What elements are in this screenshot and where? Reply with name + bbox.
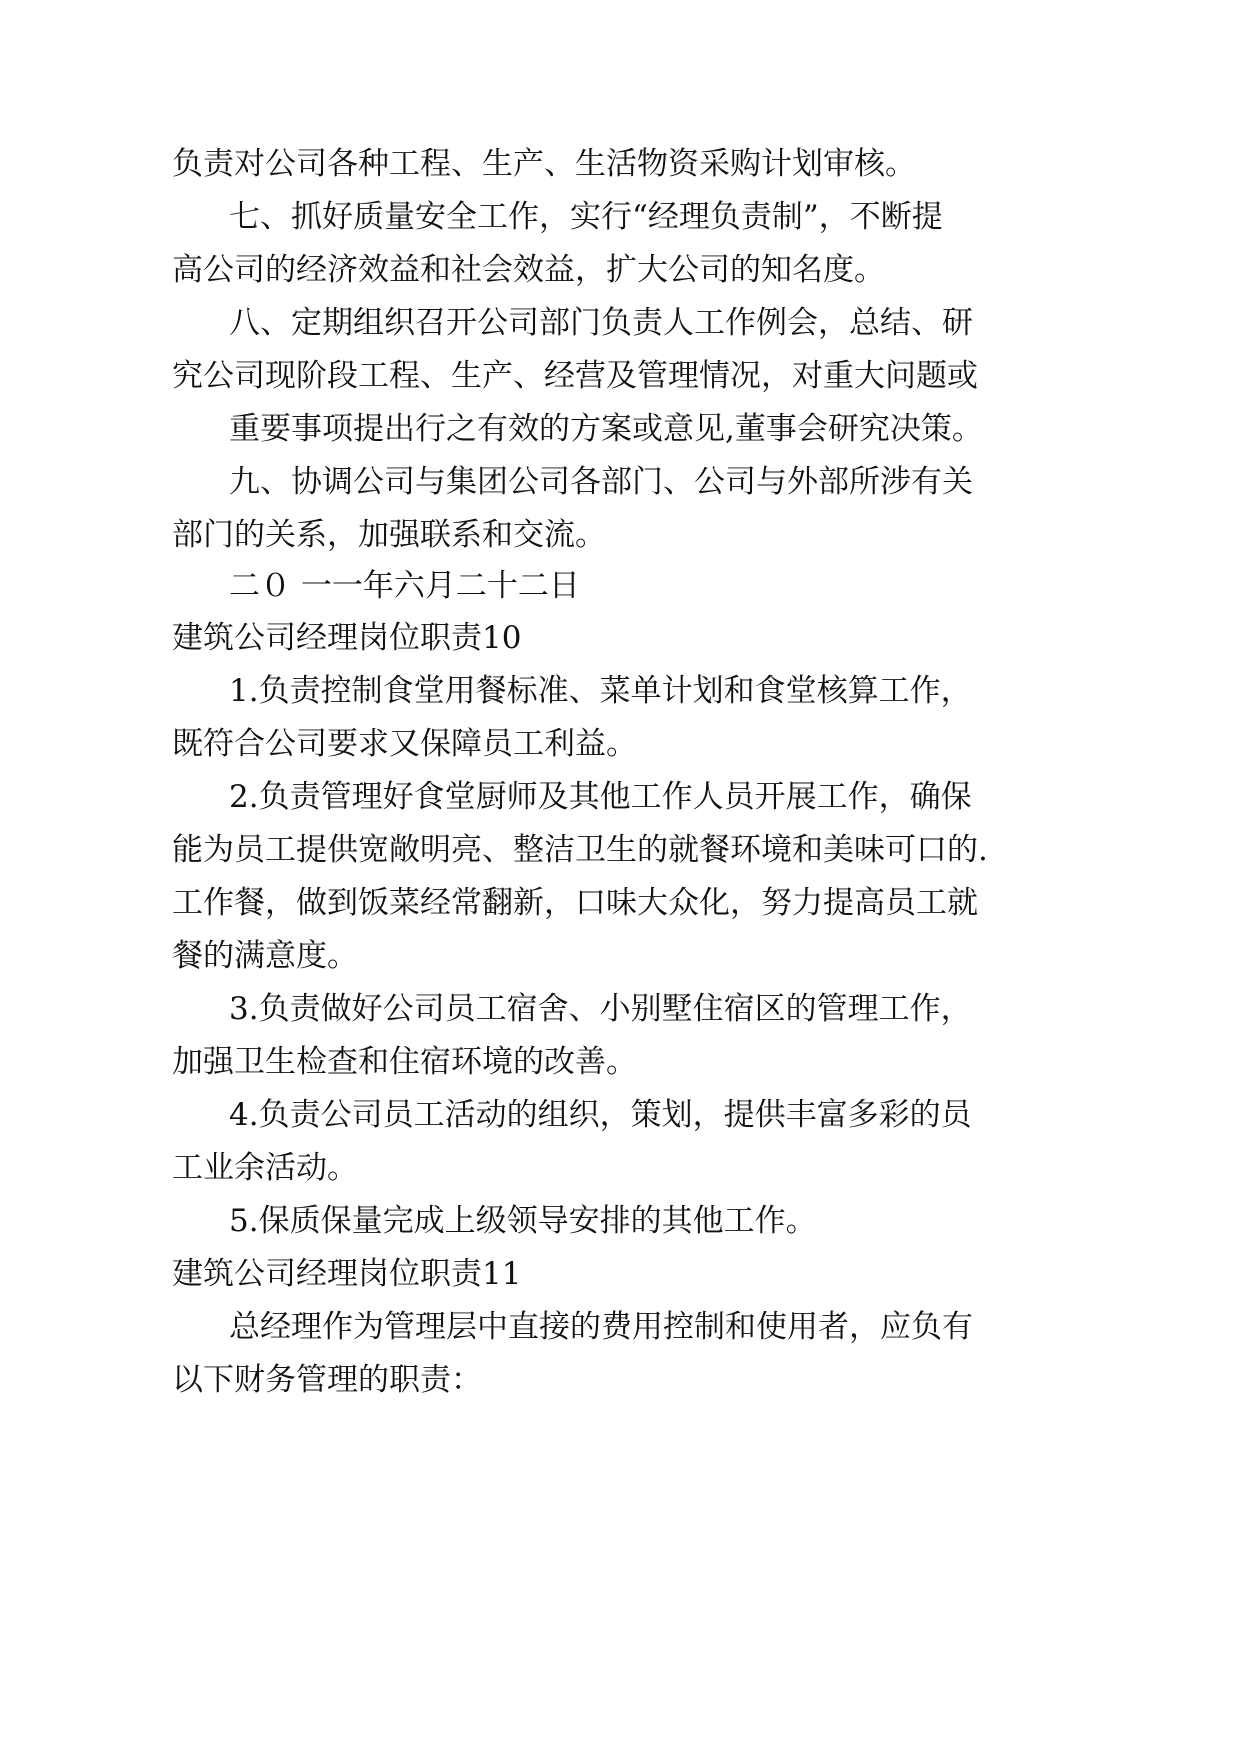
text-line: 工作餐，做到饭菜经常翻新，口味大众化，努力提高员工就 [172,885,978,921]
section-heading: 建筑公司经理岗位职责11 [172,1256,522,1292]
text-line: 重要事项提出行之有效的方案或意见,董事会研究决策。 [229,411,983,447]
text-line: 高公司的经济效益和社会效益，扩大公司的知名度。 [172,252,885,288]
text-line: 5.保质保量完成上级领导安排的其他工作。 [229,1203,817,1239]
text-line: 3.负责做好公司员工宿舍、小别墅住宿区的管理工作， [229,991,972,1027]
text-line: 工业余活动。 [172,1150,358,1186]
text-line: 部门的关系，加强联系和交流。 [172,517,606,553]
text-line: 既符合公司要求又保障员工利益。 [172,726,637,762]
text-line: 餐的满意度。 [172,938,358,974]
text-line: 能为员工提供宽敞明亮、整洁卫生的就餐环境和美味可口的. [172,832,988,868]
section-heading: 建筑公司经理岗位职责10 [172,620,522,656]
text-line: 究公司现阶段工程、生产、经营及管理情况，对重大问题或 [172,358,978,394]
text-line: 二０ 一一年六月二十二日 [229,568,580,604]
text-line: 加强卫生检查和住宿环境的改善。 [172,1044,637,1080]
text-line: 总经理作为管理层中直接的费用控制和使用者，应负有 [229,1309,973,1345]
text-line: 2.负责管理好食堂厨师及其他工作人员开展工作，确保 [229,779,972,815]
text-line: 以下财务管理的职责： [172,1362,482,1398]
text-line: 1.负责控制食堂用餐标准、菜单计划和食堂核算工作， [229,673,972,709]
text-line: 负责对公司各种工程、生产、生活物资采购计划审核。 [172,146,916,182]
text-line: 八、定期组织召开公司部门负责人工作例会，总结、研 [229,305,973,341]
text-line: 4.负责公司员工活动的组织，策划，提供丰富多彩的员 [229,1097,972,1133]
text-line: 七、抓好质量安全工作，实行“经理负责制”，不断提 [229,199,943,235]
text-line: 九、协调公司与集团公司各部门、公司与外部所涉有关 [229,464,973,500]
